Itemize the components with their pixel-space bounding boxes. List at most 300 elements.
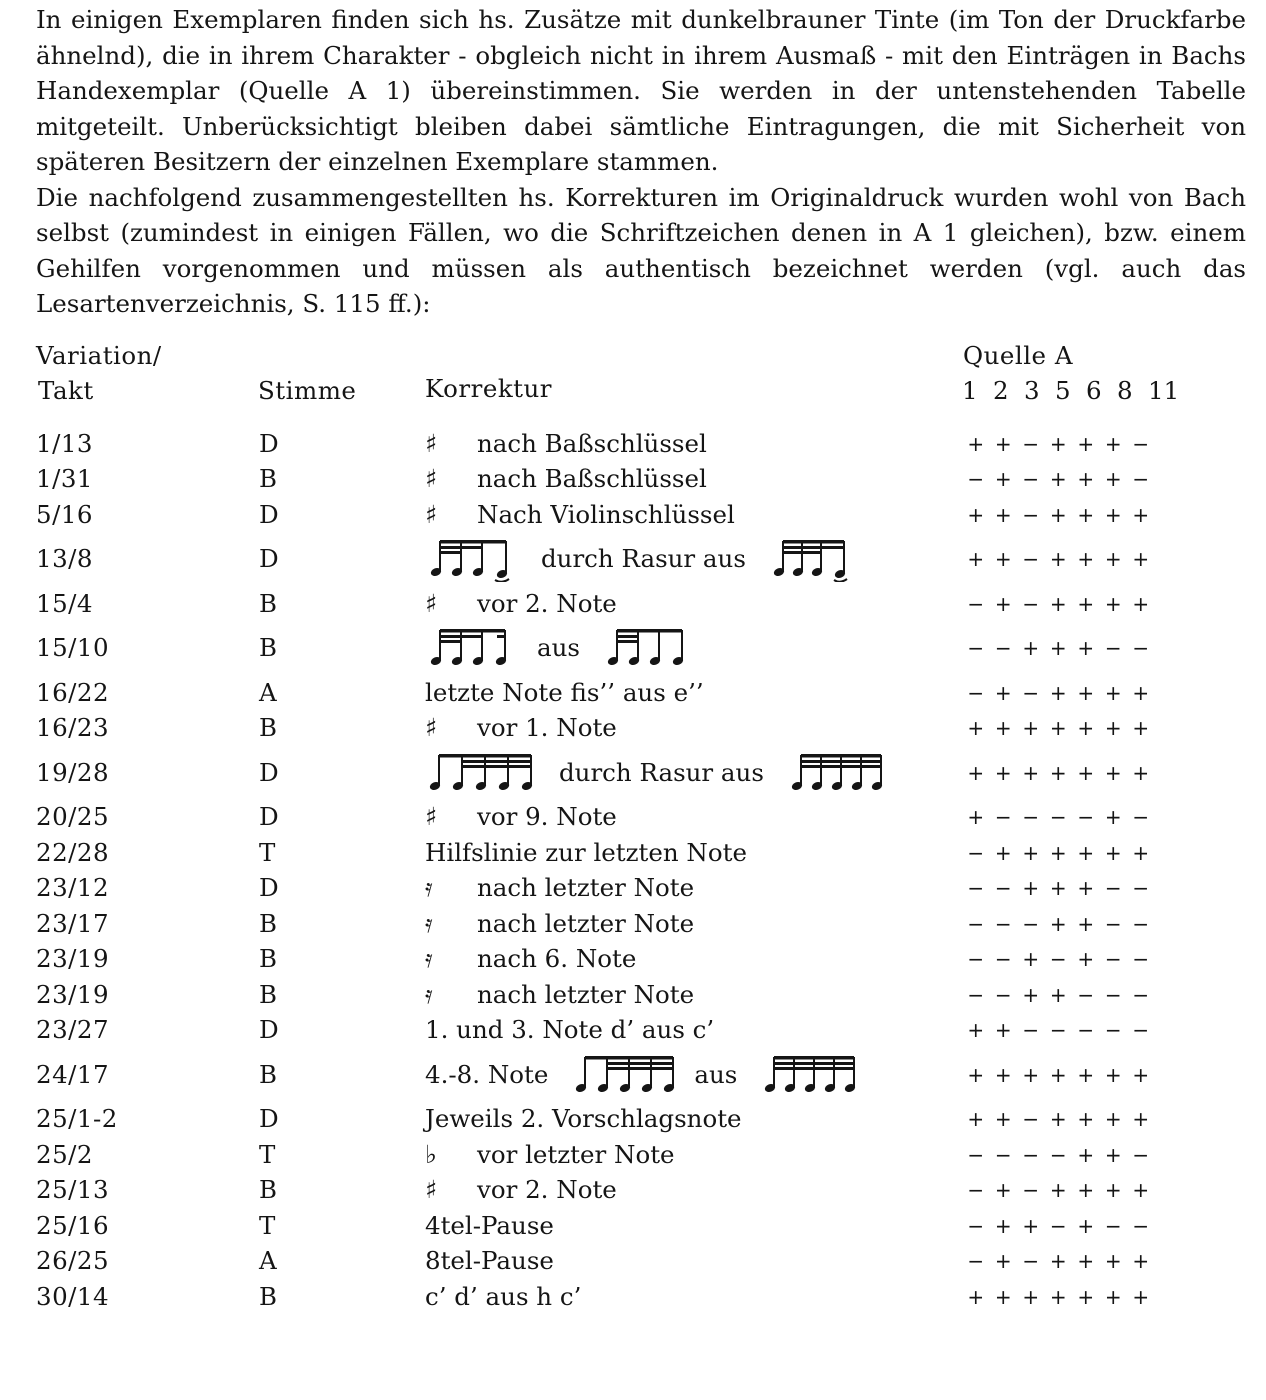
mark: −: [1049, 1213, 1067, 1238]
cell-takt: 23/17: [36, 908, 110, 938]
mark: +: [994, 591, 1012, 616]
mark: +: [1104, 547, 1122, 572]
cell-takt: 23/12: [36, 873, 110, 903]
mark: +: [1049, 1284, 1067, 1309]
mark: −: [1022, 431, 1040, 456]
cell-takt: 5/16: [36, 499, 94, 529]
table-row: [0, 586, 1266, 622]
korrektur-text-after: aus: [694, 1059, 738, 1089]
mark: +: [1077, 760, 1095, 785]
cell-marks: [962, 802, 1155, 832]
mark: +: [1077, 502, 1095, 527]
cell-korrektur: [425, 464, 707, 494]
cell-marks: [962, 633, 1155, 663]
mark: +: [1077, 947, 1095, 972]
mark: +: [1104, 431, 1122, 456]
table-row: [0, 1208, 1266, 1244]
cell-stimme: B: [259, 713, 278, 743]
mark: +: [967, 547, 985, 572]
mark: +: [967, 431, 985, 456]
cell-stimme: B: [259, 944, 278, 974]
mark: +: [1049, 911, 1067, 936]
cell-marks: [962, 500, 1155, 530]
mark: +: [994, 547, 1012, 572]
cell-stimme: D: [259, 428, 279, 458]
note-group-corrected: [425, 536, 525, 582]
mark: +: [994, 1062, 1012, 1087]
mark: +: [1049, 547, 1067, 572]
cell-korrektur: [425, 838, 747, 868]
mark: −: [1132, 467, 1150, 492]
mark: +: [1049, 1178, 1067, 1203]
header-korrektur: Korrektur: [425, 374, 552, 403]
mark: −: [967, 1249, 985, 1274]
sharp-symbol: ♯: [425, 428, 438, 458]
cell-takt: 23/27: [36, 1015, 110, 1045]
mark: −: [1049, 1142, 1067, 1167]
mark: −: [1132, 876, 1150, 901]
cell-marks: [962, 1282, 1155, 1312]
mark: +: [1049, 1062, 1067, 1087]
cell-korrektur: [425, 802, 617, 832]
mark: +: [1132, 1249, 1150, 1274]
intro-text: [36, 2, 1246, 322]
table-row: [0, 1013, 1266, 1049]
cell-takt: 22/28: [36, 837, 110, 867]
mark: −: [1132, 1213, 1150, 1238]
cell-marks: [962, 758, 1155, 788]
mark: +: [994, 680, 1012, 705]
mark: −: [1132, 805, 1150, 830]
mark: −: [1022, 547, 1040, 572]
mark: −: [1132, 636, 1150, 661]
korrektur-text: 4.-8. Note: [425, 1059, 549, 1089]
mark: −: [994, 911, 1012, 936]
source-number: 6: [1086, 376, 1102, 405]
mark: +: [1077, 1062, 1095, 1087]
cell-korrektur: [425, 536, 862, 582]
mark: +: [994, 1249, 1012, 1274]
table-row: [0, 711, 1266, 747]
mark: −: [967, 1142, 985, 1167]
cell-stimme: B: [259, 633, 278, 663]
cell-marks: [962, 980, 1155, 1010]
mark: +: [1049, 876, 1067, 901]
table-row: [0, 1279, 1266, 1315]
mark: −: [967, 840, 985, 865]
table-row: [0, 746, 1266, 800]
sharp-symbol: ♯: [425, 1175, 438, 1205]
mark: −: [1022, 911, 1040, 936]
note-group-original: [761, 1052, 865, 1098]
mark: −: [1022, 1249, 1040, 1274]
mark: +: [1077, 547, 1095, 572]
cell-korrektur: [425, 909, 694, 939]
mark: −: [1132, 1018, 1150, 1043]
mark: +: [1132, 1178, 1150, 1203]
cell-stimme: T: [259, 1210, 276, 1240]
table-row: [0, 835, 1266, 871]
cell-stimme: B: [259, 1059, 278, 1089]
cell-marks: [962, 1211, 1155, 1241]
table-row: [0, 871, 1266, 907]
cell-korrektur: [425, 1211, 554, 1241]
mark: −: [967, 591, 985, 616]
mark: +: [1132, 760, 1150, 785]
mark: +: [1077, 1284, 1095, 1309]
mark: +: [967, 1062, 985, 1087]
mark: +: [1132, 716, 1150, 741]
mark: −: [1049, 947, 1067, 972]
mark: +: [1077, 467, 1095, 492]
mark: +: [1077, 1178, 1095, 1203]
korrektur-text: 8tel-Pause: [425, 1246, 554, 1276]
korrektur-text: c’ d’ aus h c’: [425, 1281, 582, 1311]
table-row: [0, 497, 1266, 533]
cell-takt: 19/28: [36, 757, 110, 787]
mark: +: [1104, 1107, 1122, 1132]
cell-takt: 16/23: [36, 713, 110, 743]
cell-marks: [962, 544, 1155, 574]
cell-marks: [962, 1015, 1155, 1045]
mark: −: [967, 636, 985, 661]
mark: −: [1104, 1213, 1122, 1238]
korrektur-text: Jeweils 2. Vorschlagsnote: [425, 1104, 742, 1134]
cell-marks: [962, 1104, 1155, 1134]
cell-stimme: B: [259, 1175, 278, 1205]
table-row: [0, 426, 1266, 462]
mark: +: [1049, 591, 1067, 616]
mark: +: [967, 1107, 985, 1132]
cell-marks: [962, 429, 1155, 459]
mark: +: [1022, 947, 1040, 972]
cell-marks: [962, 1140, 1155, 1170]
sixteenth-rest-symbol: 𝄿: [425, 873, 433, 903]
mark: −: [1132, 982, 1150, 1007]
mark: −: [967, 876, 985, 901]
mark: −: [967, 911, 985, 936]
cell-takt: 1/31: [36, 464, 94, 494]
table-row: [0, 1244, 1266, 1280]
mark: −: [1132, 1142, 1150, 1167]
flat-symbol: ♭: [425, 1139, 437, 1169]
table-row: [0, 906, 1266, 942]
mark: +: [1104, 760, 1122, 785]
mark: +: [1132, 840, 1150, 865]
cell-marks: [962, 1060, 1155, 1090]
mark: −: [994, 805, 1012, 830]
cell-takt: 25/16: [36, 1210, 110, 1240]
korrektur-text: vor 1. Note: [477, 713, 617, 743]
mark: −: [1104, 982, 1122, 1007]
mark: +: [1022, 636, 1040, 661]
cell-stimme: D: [259, 873, 279, 903]
note-group-original: [604, 625, 696, 671]
mark: −: [1049, 1018, 1067, 1043]
header-source-numbers: [962, 373, 1179, 408]
mark: +: [1132, 591, 1150, 616]
header-quelle: Quelle A: [963, 341, 1074, 370]
cell-korrektur: [425, 1015, 714, 1045]
mark: +: [967, 805, 985, 830]
mark: +: [1077, 636, 1095, 661]
korrektur-text: vor 2. Note: [477, 1175, 617, 1205]
mark: +: [1132, 502, 1150, 527]
mark: +: [994, 502, 1012, 527]
mark: −: [1049, 805, 1067, 830]
cell-takt: 15/4: [36, 588, 94, 618]
mark: +: [1104, 502, 1122, 527]
mark: −: [1104, 911, 1122, 936]
mark: −: [1132, 911, 1150, 936]
table-row: [0, 1137, 1266, 1173]
mark: −: [1022, 1107, 1040, 1132]
mark: +: [1077, 591, 1095, 616]
cell-marks: [962, 464, 1155, 494]
mark: −: [1104, 876, 1122, 901]
mark: −: [1077, 805, 1095, 830]
mark: +: [994, 1018, 1012, 1043]
table-row: [0, 1102, 1266, 1138]
mark: −: [967, 467, 985, 492]
mark: +: [1104, 680, 1122, 705]
cell-marks: [962, 589, 1155, 619]
mark: −: [1022, 1178, 1040, 1203]
cell-stimme: B: [259, 1281, 278, 1311]
mark: −: [1077, 982, 1095, 1007]
sixteenth-rest-symbol: 𝄿: [425, 979, 433, 1009]
cell-stimme: D: [259, 757, 279, 787]
mark: +: [1022, 876, 1040, 901]
mark: +: [1104, 467, 1122, 492]
mark: +: [1104, 1284, 1122, 1309]
mark: +: [967, 760, 985, 785]
mark: +: [1077, 840, 1095, 865]
mark: +: [994, 1107, 1012, 1132]
mark: +: [1104, 805, 1122, 830]
source-number: 3: [1024, 376, 1040, 405]
cell-korrektur: [425, 1104, 742, 1134]
table-row: [0, 1048, 1266, 1102]
table-row: [0, 533, 1266, 587]
cell-korrektur: [425, 589, 617, 619]
note-group-corrected: [425, 625, 521, 671]
sharp-symbol: ♯: [425, 802, 438, 832]
mark: +: [994, 467, 1012, 492]
korrektur-text: Hilfslinie zur letzten Note: [425, 837, 747, 867]
cell-korrektur: [425, 429, 707, 459]
mark: −: [967, 680, 985, 705]
mark: +: [1077, 1142, 1095, 1167]
corrections-table: [0, 426, 1266, 1315]
mark: +: [1104, 840, 1122, 865]
korrektur-text: aus: [537, 633, 580, 663]
cell-korrektur: [425, 1282, 581, 1312]
cell-stimme: B: [259, 908, 278, 938]
source-number: 1: [962, 376, 978, 405]
header-stimme: Stimme: [258, 376, 357, 405]
mark: +: [1049, 467, 1067, 492]
cell-stimme: D: [259, 499, 279, 529]
mark: +: [1104, 1178, 1122, 1203]
cell-takt: 24/17: [36, 1059, 110, 1089]
mark: −: [967, 982, 985, 1007]
mark: +: [1104, 591, 1122, 616]
mark: +: [1077, 876, 1095, 901]
korrektur-text: durch Rasur aus: [559, 757, 764, 787]
cell-korrektur: [425, 1175, 617, 1205]
sixteenth-rest-symbol: 𝄿: [425, 908, 433, 938]
mark: +: [1077, 1249, 1095, 1274]
note-group-original: [788, 750, 892, 796]
mark: +: [1104, 1142, 1122, 1167]
mark: +: [994, 716, 1012, 741]
korrektur-text: durch Rasur aus: [541, 544, 746, 574]
cell-stimme: T: [259, 837, 276, 867]
mark: +: [1049, 982, 1067, 1007]
mark: +: [1049, 680, 1067, 705]
mark: −: [1022, 467, 1040, 492]
korrektur-text: nach letzter Note: [477, 873, 695, 903]
cell-marks: [962, 944, 1155, 974]
mark: +: [994, 840, 1012, 865]
mark: +: [1022, 716, 1040, 741]
mark: +: [967, 1284, 985, 1309]
cell-marks: [962, 838, 1155, 868]
mark: −: [967, 1213, 985, 1238]
header-variation: Variation/: [36, 341, 162, 370]
cell-korrektur: [425, 750, 892, 796]
mark: +: [1077, 716, 1095, 741]
mark: +: [1132, 1107, 1150, 1132]
korrektur-text: 1. und 3. Note d’ aus c’: [425, 1015, 715, 1045]
mark: +: [967, 502, 985, 527]
cell-stimme: A: [259, 1246, 277, 1276]
mark: +: [1049, 760, 1067, 785]
cell-stimme: D: [259, 1015, 279, 1045]
cell-stimme: B: [259, 979, 278, 1009]
mark: +: [1049, 716, 1067, 741]
cell-stimme: A: [259, 677, 277, 707]
sharp-symbol: ♯: [425, 464, 438, 494]
mark: +: [1104, 1062, 1122, 1087]
mark: +: [1104, 716, 1122, 741]
cell-marks: [962, 678, 1155, 708]
cell-korrektur: [425, 713, 617, 743]
mark: −: [967, 1178, 985, 1203]
table-row: [0, 800, 1266, 836]
table-row: [0, 462, 1266, 498]
cell-takt: 26/25: [36, 1246, 110, 1276]
korrektur-text: vor 2. Note: [477, 588, 617, 618]
sixteenth-rest-symbol: 𝄿: [425, 944, 433, 974]
korrektur-text: nach Baßschlüssel: [477, 428, 707, 458]
mark: −: [1022, 805, 1040, 830]
cell-korrektur: [425, 1052, 865, 1098]
mark: +: [1049, 431, 1067, 456]
mark: −: [994, 947, 1012, 972]
table-row: [0, 675, 1266, 711]
mark: +: [1132, 1284, 1150, 1309]
korrektur-text: letzte Note fis’’ aus e’’: [425, 677, 704, 707]
mark: +: [1049, 502, 1067, 527]
cell-marks: [962, 1246, 1155, 1276]
mark: −: [1022, 1142, 1040, 1167]
korrektur-text: nach Baßschlüssel: [477, 464, 707, 494]
cell-takt: 13/8: [36, 544, 94, 574]
cell-marks: [962, 873, 1155, 903]
table-row: [0, 942, 1266, 978]
cell-takt: 25/1-2: [36, 1104, 118, 1134]
intro-paragraph-1: In einigen Exemplaren finden sich hs. Zusätze mit dunkelbrauner Tinte (im Ton der Druckfarbe ähnelnd), die in ihrem Charakter - obgleich nicht in ihrem Ausmaß - mit den Einträgen in Bachs Handexemplar (Quelle A 1) übereinstimmen. Sie werden in der untenstehenden Tabelle mitgeteilt. Unberücksichtigt bleiben dabei sämtliche Eintragungen, die mit Sicherheit von späteren Besitzern der einzelnen Exemplare stammen.: [36, 5, 1246, 176]
note-group-corrected: [572, 1052, 680, 1098]
mark: −: [1022, 1018, 1040, 1043]
mark: −: [994, 636, 1012, 661]
note-group-original: [770, 536, 862, 582]
mark: +: [1049, 1107, 1067, 1132]
mark: −: [1104, 1018, 1122, 1043]
mark: −: [1022, 591, 1040, 616]
header-takt: Takt: [38, 376, 94, 405]
cell-stimme: T: [259, 1139, 276, 1169]
korrektur-text: Nach Violinschlüssel: [477, 499, 735, 529]
mark: −: [994, 876, 1012, 901]
cell-marks: [962, 909, 1155, 939]
mark: −: [994, 982, 1012, 1007]
mark: −: [967, 947, 985, 972]
mark: +: [1022, 982, 1040, 1007]
cell-stimme: D: [259, 1104, 279, 1134]
cell-takt: 16/22: [36, 677, 110, 707]
sharp-symbol: ♯: [425, 713, 438, 743]
mark: +: [1104, 1249, 1122, 1274]
source-number: 5: [1055, 376, 1071, 405]
table-row: [0, 977, 1266, 1013]
korrektur-text: nach 6. Note: [477, 944, 637, 974]
source-number: 2: [993, 376, 1009, 405]
cell-korrektur: [425, 1140, 675, 1170]
source-number: 8: [1117, 376, 1133, 405]
cell-marks: [962, 713, 1155, 743]
mark: +: [967, 716, 985, 741]
cell-stimme: D: [259, 802, 279, 832]
mark: −: [1104, 947, 1122, 972]
cell-stimme: B: [259, 464, 278, 494]
cell-korrektur: [425, 873, 694, 903]
mark: −: [1132, 431, 1150, 456]
mark: +: [1077, 911, 1095, 936]
cell-stimme: D: [259, 544, 279, 574]
korrektur-text: vor letzter Note: [477, 1139, 675, 1169]
mark: +: [1049, 1249, 1067, 1274]
mark: +: [1022, 1062, 1040, 1087]
cell-marks: [962, 1175, 1155, 1205]
korrektur-text: nach letzter Note: [477, 979, 695, 1009]
mark: +: [1077, 1107, 1095, 1132]
cell-takt: 30/14: [36, 1281, 110, 1311]
mark: +: [1022, 840, 1040, 865]
korrektur-text: vor 9. Note: [477, 802, 617, 832]
cell-takt: 23/19: [36, 979, 110, 1009]
mark: +: [1132, 680, 1150, 705]
mark: +: [1132, 1062, 1150, 1087]
cell-stimme: B: [259, 588, 278, 618]
mark: +: [994, 1213, 1012, 1238]
cell-korrektur: [425, 500, 735, 530]
mark: +: [1077, 431, 1095, 456]
sharp-symbol: ♯: [425, 588, 438, 618]
cell-takt: 23/19: [36, 944, 110, 974]
